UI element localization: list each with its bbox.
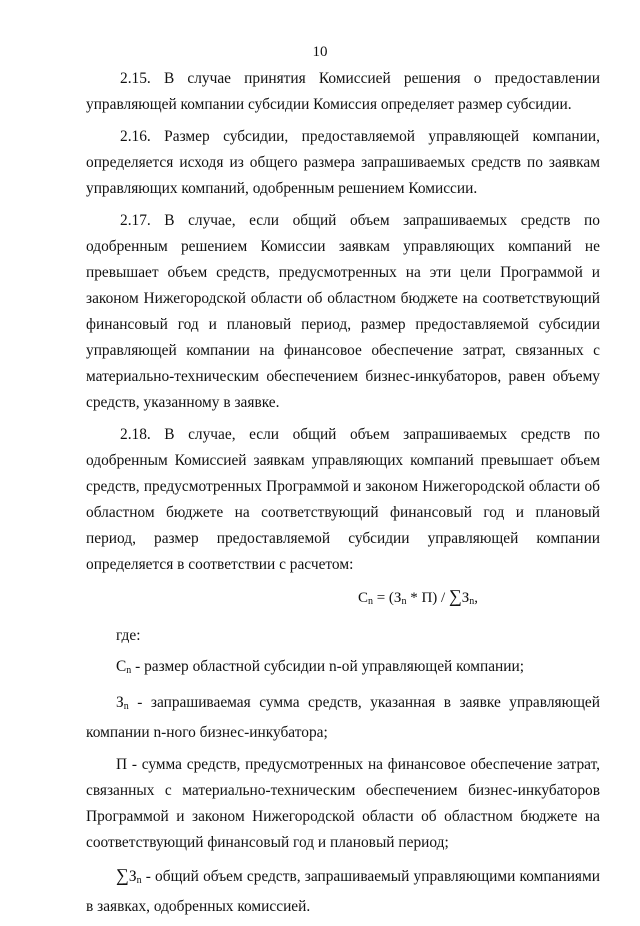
sum-symbol: ∑ [116, 865, 129, 885]
definition-p: П - сумма средств, предусмотренных на финансовое обеспечение затрат, связанных с материально-техническим обеспечением бизнес-инкубаторов Программой и законом Нижегородской области об областном бюджете на соответствующий финансовый год и плановый период; [86, 756, 600, 851]
paragraph-2-17: 2.17. В случае, если общий объем запрашиваемых средств по одобренным решением Комиссии заявкам управляющих компаний не превышает объем средств, предусмотренных на эти цели Программой и законом Нижегородской области об областном бюджете на соответствующий финансовый год и плановый период, размер предоставляемой субсидии управляющей компании на финансовое обеспечение затрат, связанных с материально-техническим обеспечением бизнес-инкубаторов, равен объему средств, указанному в заявке. [86, 212, 600, 411]
definition-sum [86, 862, 600, 920]
paragraph-2-16: 2.16. Размер субсидии, предоставляемой управляющей компании, определяется исходя из общего размера запрашиваемых средств по заявкам управляющих компаний, одобренным решением Комиссии. [86, 128, 600, 197]
sum-text: - общий объем средств, запрашиваемый управляющими компаниями в заявках, одобренных комиссией. [86, 868, 600, 915]
formula-rhs-sub: n [469, 596, 475, 607]
cn-sub: n [126, 665, 132, 676]
sum-sub: n [136, 875, 142, 886]
zn-symbol: З [116, 694, 124, 711]
formula-tail: , [474, 590, 479, 606]
paragraph-2-15: 2.15. В случае принятия Комиссией решения о предоставлении управляющей компании субсидии Комиссия определяет размер субсидии. [86, 70, 600, 113]
formula-sum: ∑ [448, 586, 462, 606]
cn-text: - размер областной субсидии n-ой управляющей компании; [131, 658, 525, 675]
formula-eq: = (З [372, 590, 402, 606]
cn-symbol: С [116, 658, 127, 675]
definition-cn [86, 654, 600, 684]
page-number: 10 [312, 44, 328, 60]
subsidy-formula [236, 584, 600, 614]
definition-zn [86, 690, 600, 746]
paragraph-2-18: 2.18. В случае, если общий объем запрашиваемых средств по одобренным Комиссией заявкам управляющих компаний превышает объем средств, предусмотренных Программой и законом Нижегородской области об областном бюджете на соответствующий финансовый год и плановый период, размер предоставляемой субсидии управляющей компании определяется в соответствии с расчетом: [86, 426, 600, 573]
zn-sub: n [123, 701, 129, 712]
where-label: где: [116, 627, 141, 644]
zn-text: - запрашиваемая сумма средств, указанная в заявке управляющей компании n-ного бизнес-инкубатора; [86, 694, 600, 741]
formula-lhs-sub: n [367, 596, 373, 607]
formula-lhs: С [357, 590, 368, 606]
document-body [86, 66, 600, 926]
formula-z-sub: n [401, 596, 407, 607]
formula-mid: * П) / [406, 590, 449, 606]
sum-z: З [128, 868, 137, 885]
formula-rhs: З [461, 590, 470, 606]
